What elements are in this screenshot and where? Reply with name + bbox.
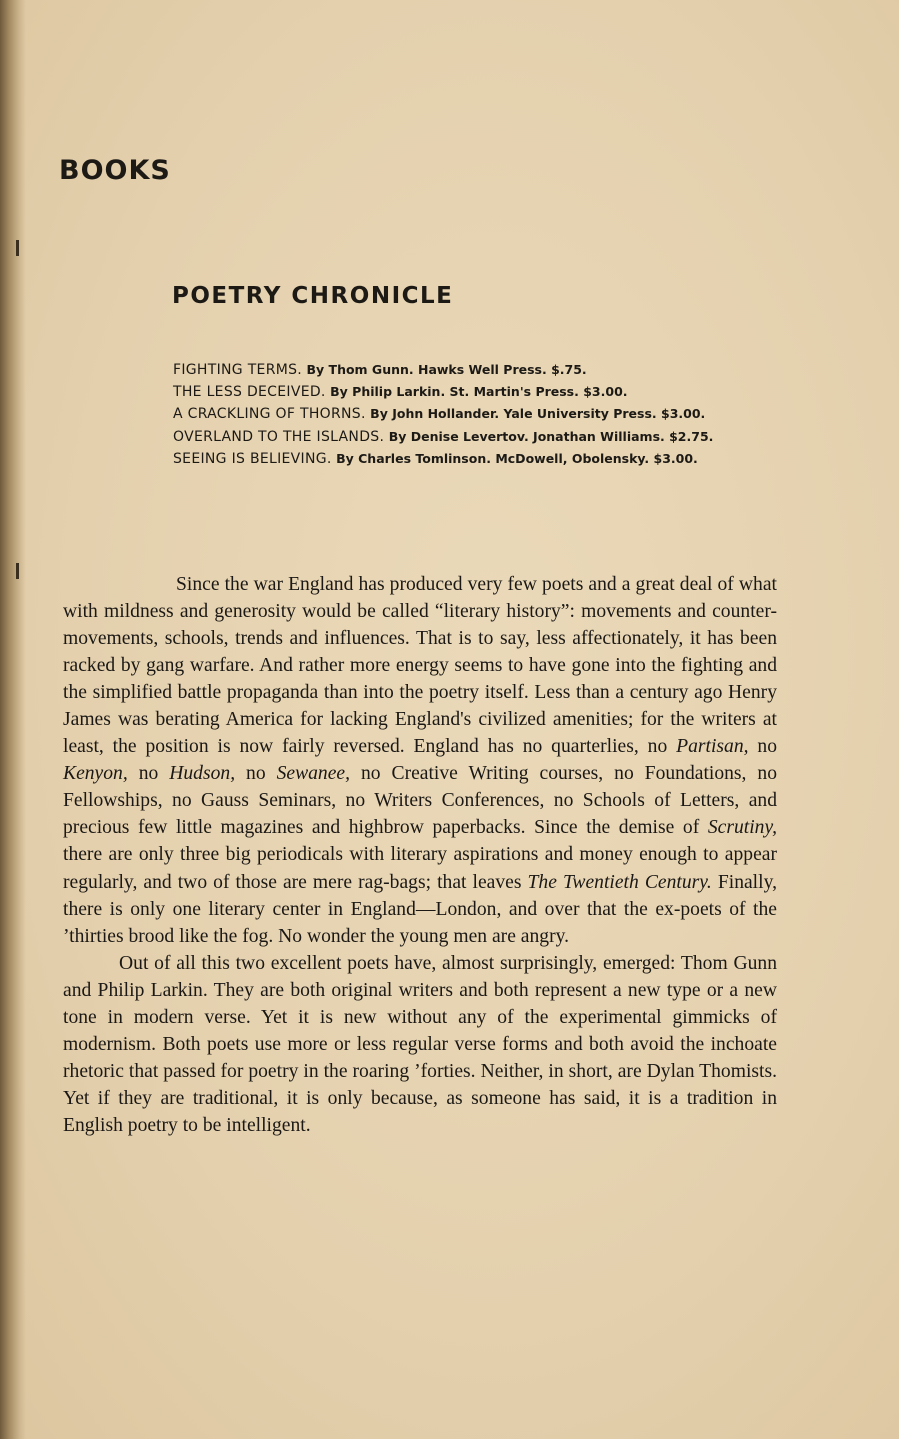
gutter-mark [16,563,19,579]
book-title: OVERLAND TO THE ISLANDS. [173,428,385,445]
italic-journal-name: Sewanee, [276,763,351,785]
text-run: Since the war England has produced very few poets and a great deal of what with mildness and generosity would be called “literary history”: movements and counter-movements, schools, trends and influences. That is to say, less affectionately, it has been racked by gang warfare. And rather more energy seems to have gone into the fighting and the simplified battle propaganda than into the poetry itself. Less than a century ago Henry James was berating America for lacking England's civilized amenities; for the writers at least, the position is now fairly reversed. England has no quarterlies, no [63,574,777,758]
italic-journal-name: Hudson, [169,763,236,785]
page-gutter-shadow [0,0,26,1439]
book-title: THE LESS DECEIVED. [173,384,326,401]
book-details: By Denise Levertov. Jonathan Williams. $2.75. [388,428,714,444]
book-title: A CRACKLING OF THORNS. [173,406,366,423]
article-body [63,571,777,1139]
paragraph-1 [63,571,777,950]
book-title: FIGHTING TERMS. [173,362,303,378]
books-reviewed-list [173,360,780,469]
book-entry [173,360,780,380]
book-entry [173,449,780,469]
gutter-mark [16,240,19,256]
section-heading: BOOKS [59,155,171,186]
italic-journal-name: Scrutiny, [707,817,777,839]
italic-journal-name: Kenyon, [63,763,128,785]
book-entry [173,404,780,424]
italic-journal-name: The Twentieth Century. [527,871,712,893]
book-details: By Thom Gunn. Hawks Well Press. $.75. [306,362,587,377]
book-entry [173,427,780,447]
text-run: there are only three big periodicals with literary aspirations and money enough to appear regularly, and two of those are mere rag-bags; that leaves [63,844,777,893]
text-run: no [235,763,277,785]
book-title: SEEING IS BELIEVING. [173,450,332,467]
book-details: By Philip Larkin. St. Martin's Press. $3.00. [330,384,628,400]
book-details: By Charles Tomlinson. McDowell, Obolensky. $3.00. [336,450,698,466]
text-run: no [748,736,778,758]
text-run: no Creative Writing courses, no Foundations, no Fellowships, no Gauss Seminars, no Writers Conferences, no Schools of Letters, and precious few little magazines and highbrow paperbacks. Since the demise of [63,763,777,839]
text-run: no [127,763,170,785]
italic-journal-name: Partisan, [676,736,749,758]
book-entry [173,382,780,402]
article-title: POETRY CHRONICLE [172,283,454,309]
paragraph-2: Out of all this two excellent poets have, almost surprisingly, emerged: Thom Gunn and Philip Larkin. They are both original writers and both represent a new type or a new tone in modern verse. Yet it is new without any of the experimental gimmicks of modernism. Both poets use more or less regular verse forms and both avoid the inchoate rhetoric that passed for poetry in the roaring ’forties. Neither, in short, are Dylan Thomists. Yet if they are traditional, it is only because, as someone has said, it is a tradition in English poetry to be intelligent. [63,952,777,1136]
book-details: By John Hollander. Yale University Press. $3.00. [370,406,706,422]
text-run: Finally, there is only one literary center in England—London, and over that the ex-poets of the ’thirties brood like the fog. No wonder the young men are angry. [63,871,777,947]
